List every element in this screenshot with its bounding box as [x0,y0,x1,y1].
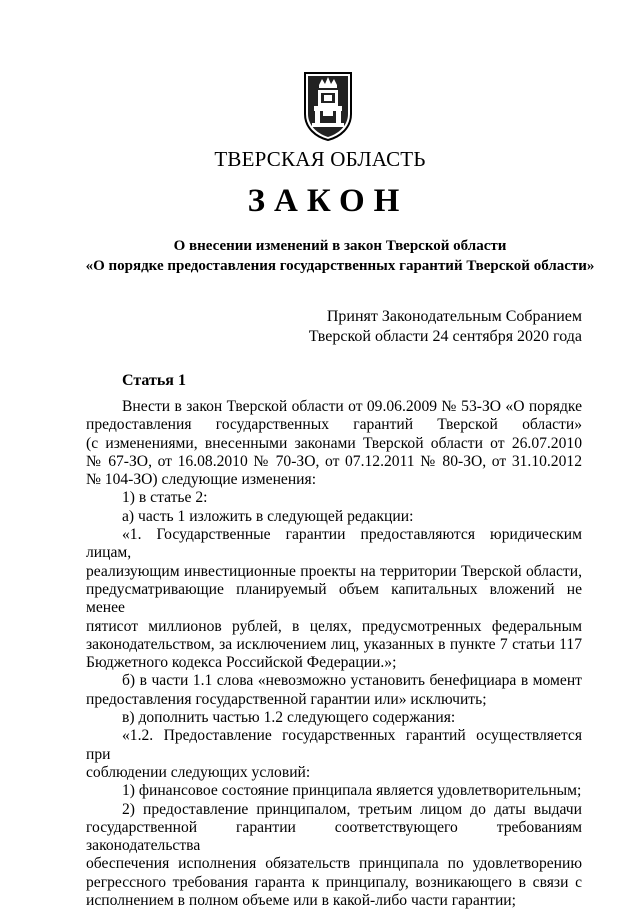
body-line: предусматривающие планируемый объем капитальных вложений не менее [86,580,582,617]
body-line: предоставления государственной гарантии или» исключить; [86,690,487,708]
body-line: 1) в статье 2: [122,489,208,507]
body-line: 1) финансовое состояние принципала является удовлетворительным; [122,782,582,800]
body-line: в) дополнить частью 1.2 следующего содержания: [122,709,456,727]
body-line: а) часть 1 изложить в следующей редакции: [122,507,414,525]
body-line: б) в части 1.1 слова «невозможно установить бенефициара в момент [122,672,582,690]
body-line: № 104-ЗО) следующие изменения: [86,471,317,489]
body-line: Бюджетного кодекса Российской Федерации.»; [86,654,397,672]
body-line: «1. Государственные гарантии предоставляются юридическим лицам, [86,526,582,562]
law-subtitle-line-2: «О порядке предоставления государственных гарантий Тверской области» [85,258,595,274]
body-line: «1.2. Предоставление государственных гарантий осуществляется при [86,727,582,763]
body-line: Внести в закон Тверской области от 09.06.2009 № 53-ЗО «О порядке [122,398,582,415]
region-name: ТВЕРСКАЯ ОБЛАСТЬ [214,147,426,171]
body-line: № 67-ЗО, от 16.08.2010 № 70-ЗО, от 07.12.2011 № 80-ЗО, от 31.10.2012 [86,452,582,470]
body-line: регрессного требования гаранта к принципалу, возникающего в связи с [86,873,582,891]
document-type-title: ЗАКОН [247,183,409,219]
body-line: обеспечения исполнения обязательств принципала по удовлетворению [86,855,582,873]
article-title: Статья 1 [122,372,186,389]
body-line: соблюдении следующих условий: [86,763,311,781]
body-line: предоставления государственных гарантий Тверской области» [86,416,582,434]
law-subtitle-line-1: О внесении изменений в закон Тверской области [173,238,507,254]
body-line: реализующим инвестиционные проекты на территории Тверской области, [86,562,582,580]
body-line: пятисот миллионов рублей, в целях, предусмотренных федеральным [86,617,582,635]
body-line: государственной гарантии соответствующего требованиям законодательства [86,818,582,855]
article-body [86,398,582,910]
body-line: 2) предоставление принципалом, третьим лицом до даты выдачи [122,800,582,818]
body-line: (с изменениями, внесенными законами Тверской области от 26.07.2010 [86,434,582,452]
adoption-line-1: Принят Законодательным Собранием [326,308,582,325]
tver-coat-of-arms-icon [302,70,354,142]
body-line: исполнением в полном объеме или в какой-либо части гарантии; [86,892,516,910]
body-line: законодательством, за исключением лиц, указанных в пункте 7 статьи 117 [86,635,582,653]
adoption-line-2: Тверской области 24 сентября 2020 года [308,328,582,345]
